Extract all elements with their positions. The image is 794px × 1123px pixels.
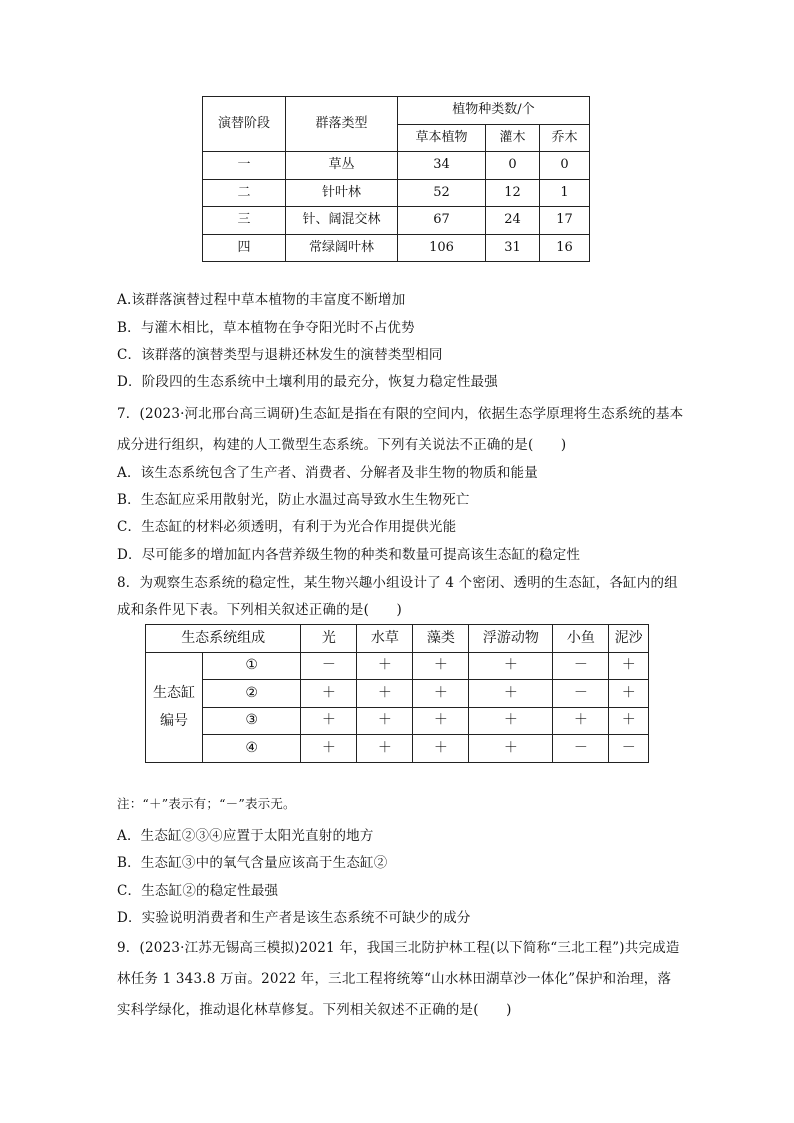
stage-cell: 二: [203, 179, 286, 207]
value-cell: －: [553, 680, 609, 708]
header-col: 水草: [357, 625, 413, 653]
herb-cell: 34: [398, 152, 486, 180]
q6-option-a: A.该群落演替过程中草本植物的丰富度不断增加: [117, 292, 406, 308]
value-cell: －: [301, 652, 357, 680]
header-tree: 乔木: [540, 124, 590, 152]
header-herb: 草本植物: [398, 124, 486, 152]
table-row: [146, 707, 649, 735]
q8-option-a: A．生态缸②③④应置于太阳光直射的地方: [117, 828, 374, 844]
q7-stem-line2: 成分进行组织，构建的人工微型生态系统。下列有关说法不正确的是( ): [117, 437, 567, 453]
header-col: 藻类: [413, 625, 469, 653]
shrub-cell: 0: [486, 152, 540, 180]
table-row: [146, 680, 649, 708]
table-row: [203, 207, 590, 235]
value-cell: ＋: [469, 652, 553, 680]
table-row: [203, 152, 590, 180]
value-cell: ＋: [301, 707, 357, 735]
type-cell: 针、阔混交林: [286, 207, 398, 235]
value-cell: ＋: [413, 735, 469, 763]
q6-option-c: C．该群落的演替类型与退耕还林发生的演替类型相同: [117, 347, 443, 363]
succession-table: [202, 96, 590, 262]
ecosystem-jar-table: [145, 624, 649, 763]
jar-label-line1: 生态缸: [153, 685, 195, 701]
value-cell: ＋: [469, 735, 553, 763]
shrub-cell: 12: [486, 179, 540, 207]
jar-label-line2: 编号: [160, 713, 188, 729]
q6-option-d: D．阶段四的生态系统中土壤利用的最充分，恢复力稳定性最强: [117, 374, 498, 390]
value-cell: －: [553, 735, 609, 763]
stage-cell: 三: [203, 207, 286, 235]
header-community: 群落类型: [286, 97, 398, 152]
value-cell: ＋: [609, 652, 649, 680]
value-cell: ＋: [609, 680, 649, 708]
q9-stem-line3: 实科学绿化，推动退化林草修复。下列相关叙述不正确的是( ): [117, 1002, 512, 1018]
stage-cell: 四: [203, 234, 286, 262]
value-cell: ＋: [553, 707, 609, 735]
header-col: 光: [301, 625, 357, 653]
herb-cell: 106: [398, 234, 486, 262]
jar-id-cell: ④: [203, 735, 301, 763]
tree-cell: 17: [540, 207, 590, 235]
table-row: [203, 179, 590, 207]
jar-id-cell: ③: [203, 707, 301, 735]
q7-option-a: A．该生态系统包含了生产者、消费者、分解者及非生物的物质和能量: [117, 465, 538, 481]
tree-cell: 0: [540, 152, 590, 180]
value-cell: ＋: [301, 680, 357, 708]
q7-stem-line1: 7．(2023·河北邢台高三调研)生态缸是指在有限的空间内，依据生态学原理将生态系统的基本: [117, 406, 684, 422]
value-cell: ＋: [357, 652, 413, 680]
jar-number-label: [146, 652, 203, 762]
q6-option-b: B．与灌木相比，草本植物在争夺阳光时不占优势: [117, 320, 415, 336]
q8-stem-line1: 8．为观察生态系统的稳定性，某生物兴趣小组设计了 4 个密闭、透明的生态缸，各缸内的组: [117, 575, 678, 591]
header-species-group: 植物种类数/个: [398, 97, 590, 125]
q7-option-c: C．生态缸的材料必须透明，有利于为光合作用提供光能: [117, 519, 457, 535]
q9-stem-line1: 9．(2023·江苏无锡高三模拟)2021 年，我国三北防护林工程(以下简称“三北工程”)共完成造: [117, 940, 680, 956]
table-row: [146, 652, 649, 680]
value-cell: ＋: [413, 707, 469, 735]
q8-option-d: D．实验说明消费者和生产者是该生态系统不可缺少的成分: [117, 910, 471, 926]
q7-option-d: D．尽可能多的增加缸内各营养级生物的种类和数量可提高该生态缸的稳定性: [117, 547, 581, 563]
jar-id-cell: ①: [203, 652, 301, 680]
tree-cell: 1: [540, 179, 590, 207]
value-cell: ＋: [357, 735, 413, 763]
value-cell: ＋: [413, 680, 469, 708]
q8-option-b: B．生态缸③中的氧气含量应该高于生态缸②: [117, 855, 388, 871]
herb-cell: 52: [398, 179, 486, 207]
value-cell: ＋: [357, 707, 413, 735]
header-stage: 演替阶段: [203, 97, 286, 152]
value-cell: ＋: [301, 735, 357, 763]
table-row: [146, 735, 649, 763]
table-note: 注：“＋”表示有；“－”表示无。: [117, 796, 296, 811]
header-col: 浮游动物: [469, 625, 553, 653]
q8-option-c: C．生态缸②的稳定性最强: [117, 883, 279, 899]
header-shrub: 灌木: [486, 124, 540, 152]
value-cell: ＋: [609, 707, 649, 735]
q7-option-b: B．生态缸应采用散射光，防止水温过高导致水生生物死亡: [117, 492, 470, 508]
shrub-cell: 24: [486, 207, 540, 235]
type-cell: 常绿阔叶林: [286, 234, 398, 262]
type-cell: 草丛: [286, 152, 398, 180]
value-cell: －: [553, 652, 609, 680]
shrub-cell: 31: [486, 234, 540, 262]
q9-stem-line2: 林任务 1 343.8 万亩。2022 年，三北工程将统筹“山水林田湖草沙一体化”保护和治理，落: [117, 971, 672, 987]
header-col: 小鱼: [553, 625, 609, 653]
tree-cell: 16: [540, 234, 590, 262]
value-cell: ＋: [469, 707, 553, 735]
q8-stem-line2: 成和条件见下表。下列相关叙述正确的是( ): [117, 602, 402, 618]
type-cell: 针叶林: [286, 179, 398, 207]
value-cell: ＋: [357, 680, 413, 708]
header-col: 泥沙: [609, 625, 649, 653]
header-composition: 生态系统组成: [146, 625, 301, 653]
jar-id-cell: ②: [203, 680, 301, 708]
value-cell: ＋: [469, 680, 553, 708]
value-cell: －: [609, 735, 649, 763]
herb-cell: 67: [398, 207, 486, 235]
table-row: [203, 234, 590, 262]
stage-cell: 一: [203, 152, 286, 180]
value-cell: ＋: [413, 652, 469, 680]
